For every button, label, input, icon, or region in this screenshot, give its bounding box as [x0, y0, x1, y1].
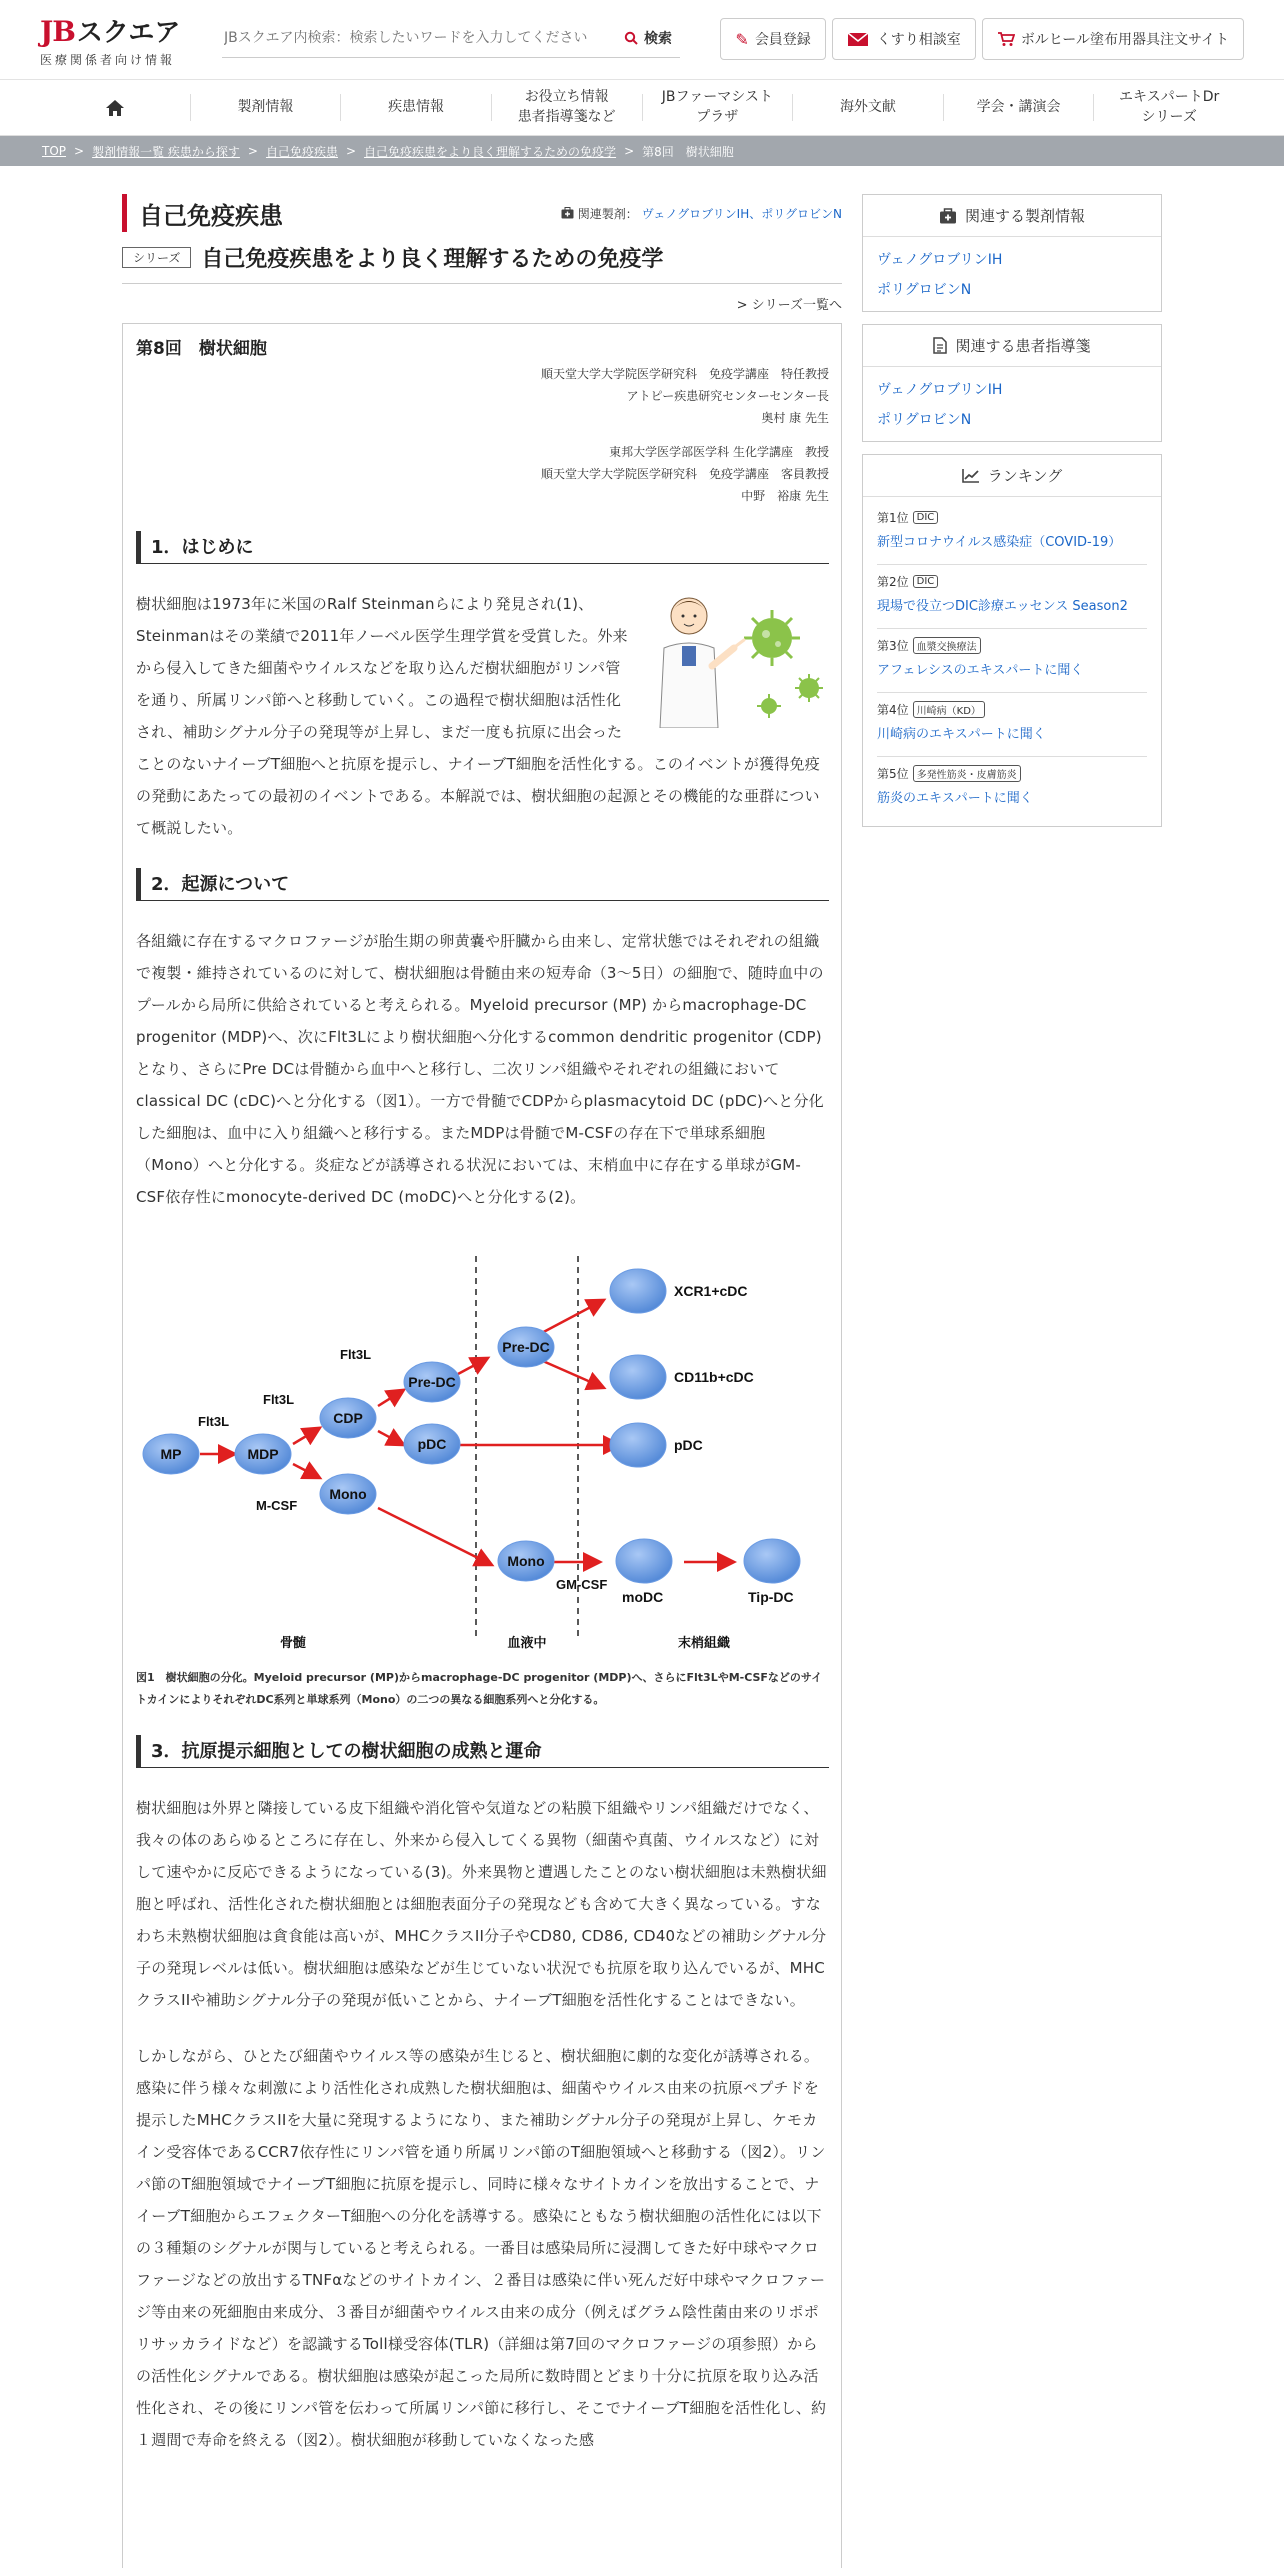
related-guide-link[interactable]: ヴェノグロブリンIH	[877, 382, 1003, 398]
related-products-heading	[863, 195, 1161, 237]
related-guides-box	[862, 324, 1162, 442]
rank-tag: 川崎病（KD）	[913, 701, 985, 718]
doctor-figure	[660, 598, 744, 728]
section-heading-origin: 2．起源について	[136, 868, 829, 901]
fig-output-cd11b-cdc: CD11b+cDC	[674, 1369, 754, 1385]
author-affiliation: アトピー疾患研究センターセンター長	[626, 389, 829, 403]
fig-node-mono-blood: Mono	[507, 1553, 545, 1569]
author-affiliation: 順天堂大学大学院医学研究科 免疫学講座 特任教授	[540, 367, 829, 381]
ranking-item	[877, 565, 1147, 629]
rank-tag: DIC	[913, 511, 939, 524]
rank-link[interactable]: 現場で役立つDIC診療エッセンス Season2	[877, 599, 1128, 614]
nav-home[interactable]	[40, 94, 191, 121]
series-list-link[interactable]: > シリーズ一覧へ	[736, 298, 842, 313]
home-icon	[105, 99, 125, 117]
site-search	[222, 18, 680, 58]
member-register-label: 会員登録	[754, 32, 811, 48]
maturation-paragraph-2: しかしながら、ひとたび細菌やウイルス等の感染が生じると、樹状細胞に劇的な変化が誘導される。感染に伴う様々な刺激により活性化され成熟した樹状細胞は、細菌やウイルス由来の抗原ペプチドを提示したMHCクラスIIを大量に発現するようになり、また補助シグナル分子の発現が上昇し、ケモカイン受容体であるCCR7依存性にリンパ管を通り所属リンパ節のT細胞領域へと移動する（図2）。リンパ節のT細胞領域でナイーブT細胞に抗原を提示し、同時に様々なサイトカインを放出することで、ナイーブT細胞からエフェクターT細胞への分化を誘導する。感染にともなう樹状細胞の活性化には以下の３種類のシグナルが関与していると考えられる。一番目は感染局所に浸潤してきた好中球やマクロファージなどの放出するTNFαなどのサイトカイン、２番目は感染に伴い死んだ好中球やマクロファージ等由来の死細胞由来成分、３番目が細菌やウイルス由来の成分（例えばグラム陰性菌由来のリポポリサッカライドなど）を認識するToll様受容体(TLR)（詳細は第7回のマクロファージの項参照）からの活性化シグナルである。樹状細胞は感染が起こった局所に数時間とどまり十分に抗原を取り込み活性化され、その後にリンパ管を伝わって所属リンパ節に移行し、そこでナイーブT細胞を活性化し、約１週間で寿命を終える（図2）。樹状細胞が移動していなくなった感	[136, 2047, 827, 2449]
article-title: 第8回 樹状細胞	[136, 339, 267, 359]
author-name: 奥村 康 先生	[761, 411, 829, 425]
fig-node-cdp: CDP	[333, 1410, 363, 1426]
authors	[136, 363, 829, 507]
related-guides-title: 関連する患者指導箋	[955, 337, 1091, 355]
logo-subtitle: 医療関係者向け情報	[40, 53, 176, 67]
ranking-box	[862, 454, 1162, 827]
series-tag: シリーズ	[122, 247, 191, 268]
rank-link[interactable]: 筋炎のエキスパートに聞く	[877, 791, 1033, 806]
fig-label-flt3l: Flt3L	[263, 1392, 295, 1407]
article-body	[122, 323, 842, 2568]
related-guides-heading	[863, 325, 1161, 367]
bacteria-icon	[744, 610, 823, 718]
fig-node-mdp: MDP	[247, 1446, 279, 1462]
cart-icon	[997, 31, 1015, 47]
search-icon	[624, 31, 638, 45]
logo-square: スクエア	[76, 18, 181, 48]
search-button-label: 検索	[644, 30, 672, 47]
nav-pharmacist-plaza[interactable]: JBファーマシスト プラザ	[643, 94, 794, 121]
search-button[interactable]	[624, 28, 680, 48]
rank-link[interactable]: 新型コロナウイルス感染症（COVID-19）	[877, 535, 1122, 550]
fig-node-pre-dc-blood: Pre-DC	[502, 1339, 550, 1355]
site-logo[interactable]	[40, 12, 180, 68]
related-products-links[interactable]: ヴェノグロブリンIH、ポリグロビンN	[641, 206, 842, 221]
rank-number: 第4位	[877, 703, 909, 717]
author-okumura	[136, 363, 829, 429]
fig-label-gm-csf: GM-CSF	[556, 1577, 608, 1592]
rank-number: 第1位	[877, 511, 909, 525]
nav-expert-series[interactable]: エキスパートDr シリーズ	[1119, 88, 1220, 125]
doctor-illustration	[644, 588, 829, 728]
dc-differentiation-figure	[136, 1241, 830, 1661]
mail-icon	[847, 31, 871, 47]
ranking-heading	[863, 455, 1161, 497]
rank-link[interactable]: 川崎病のエキスパートに聞く	[877, 727, 1046, 742]
fig-region-blood: 血液中	[507, 1635, 547, 1650]
medicine-box-icon	[561, 207, 574, 219]
rank-number: 第2位	[877, 575, 909, 589]
ranking-item	[877, 501, 1147, 565]
member-register-button[interactable]	[720, 18, 825, 60]
author-affiliation: 東邦大学医学部医学科 生化学講座 教授	[609, 445, 829, 459]
maturation-paragraph-1: 樹状細胞は外界と隣接している皮下組織や消化管や気道などの粘膜下組織やリンパ組織だけでなく、我々の体のあらゆるところに存在し、外来から侵入してくる異物（細菌や真菌、ウイルスなど）に対して速やかに反応できるようになっている(3)。外来異物と遭遇したことのない樹状細胞は未熟樹状細胞と呼ばれ、活性化された樹状細胞とは細胞表面分子の発現なども含めて大きく異なっている。すなわち未熟樹状細胞は貪食能は高いが、MHCクラスII分子やCD80, CD86, CD40などの補助シグナル分子の発現レベルは低い。樹状細胞は感染などが生じていない状況でも抗原を取り込んでいるが、MHCクラスIIや補助シグナル分子の発現が低いことから、ナイーブT細胞を活性化することはできない。	[136, 1799, 827, 2009]
figure-1-caption: 図1 樹状細胞の分化。Myeloid precursor (MP)からmacrophage-DC progenitor (MDP)へ、さらにFlt3LやM-CSFなどのサイトカインによりそれぞれDC系列と単球系列（Mono）の二つの異なる細胞系列へと分化する。	[136, 1671, 823, 1706]
logo-jb: JB	[40, 15, 75, 48]
ranking-item	[877, 629, 1147, 693]
category-title: 自己免疫疾患	[122, 194, 283, 232]
header-buttons	[720, 18, 1244, 60]
rank-tag: DIC	[913, 575, 939, 588]
fig-label-m-csf: M-CSF	[256, 1498, 298, 1513]
global-nav	[0, 80, 1284, 136]
section-heading-maturation: 3．抗原提示細胞としての樹状細胞の成熟と運命	[136, 1735, 829, 1768]
fig-region-periphery: 末梢組織	[677, 1635, 731, 1650]
ranking-item	[877, 693, 1147, 757]
related-product-link[interactable]: ヴェノグロブリンIH	[877, 252, 1003, 268]
drug-consult-button[interactable]	[832, 18, 976, 60]
search-input[interactable]	[222, 30, 624, 46]
origin-paragraph: 各組織に存在するマクロファージが胎生期の卵黄嚢や肝臓から由来し、定常状態ではそれぞれの組織で複製・維持されているのに対して、樹状細胞は骨髄由来の短寿命（3～5日）の細胞で、随時血中のプールから局所に供給されていると考えられる。Myeloid precursor (MP) からmacrophage-DC progenitor (MDP)へ、次にFlt3Lにより樹状細胞へ分化するcommon dendritic progenitor (CDP)となり、さらにPre DCは骨髄から血中へと移行し、二次リンパ組織やそれぞれの組織においてclassical DC (cDC)へと分化する（図1）。一方で骨髄でCDPからplasmacytoid DC (pDC)へと分化した細胞は、血中に入り組織へと移行する。またMDPは骨髄でM-CSFの存在下で単球系細胞（Mono）へと分化する。炎症などが誘導される状況においては、末梢血中に存在する単球がGM-CSF依存性にmonocyte-derived DC (moDC)へと分化する(2)。	[136, 932, 824, 1206]
drug-consult-label: くすり相談室	[876, 32, 961, 48]
fig-region-bone-marrow: 骨髄	[279, 1635, 307, 1650]
fig-node-mono: Mono	[329, 1486, 367, 1502]
related-product-link[interactable]: ポリグロビンN	[877, 282, 972, 298]
fig-output-pdc: pDC	[674, 1437, 703, 1453]
breadcrumb: TOP > 製剤情報一覧 疾患から探す > 自己免疫疾患 > 自己免疫疾患をより良く理解するための免疫学 > 第8回 樹状細胞	[0, 136, 1284, 166]
rank-tag: 血漿交換療法	[913, 637, 981, 654]
series-title: 自己免疫疾患をより良く理解するための免疫学	[201, 247, 664, 272]
rank-link[interactable]: アフェレシスのエキスパートに聞く	[877, 663, 1084, 678]
ranking-item	[877, 757, 1147, 820]
related-products-inline	[561, 205, 842, 222]
nav-products[interactable]: 製剤情報	[191, 94, 342, 121]
author-name: 中野 裕康 先生	[741, 489, 829, 503]
output-cells	[610, 1269, 800, 1583]
site-header	[0, 0, 1284, 80]
sidebar	[862, 194, 1162, 839]
nav-useful-info[interactable]: お役立ち情報 患者指導箋など	[492, 94, 643, 121]
breadcrumb-series[interactable]: 自己免疫疾患をより良く理解するための免疫学	[364, 144, 617, 159]
medicine-box-icon	[939, 208, 957, 224]
fig-output-tip-dc: Tip-DC	[748, 1589, 794, 1605]
fig-node-pre-dc: Pre-DC	[408, 1374, 456, 1390]
related-products-title: 関連する製剤情報	[964, 207, 1085, 225]
related-products-box	[862, 194, 1162, 312]
intro-paragraph: 樹状細胞は1973年に米国のRalf Steinmanらにより発見され(1)、Steinmanはその業績で2011年ノーベル医学生理学賞を受賞した。外来から侵入してきた細菌やウイルスなどを取り込んだ樹状細胞がリンパ管を通り、所属リンパ節へと移動していく。この過程で樹状細胞は活性化され、補助シグナル分子の発現等が上昇し、まだ一度も抗原に出会ったことのないナイーブT細胞へと抗原を提示し、ナイーブT細胞を活性化する。このイベントが獲得免疫の発動にあたっての最初のイベントである。本解説では、樹状細胞の起源とその機能的な亜群について概説したい。	[136, 595, 820, 837]
rank-number: 第5位	[877, 767, 909, 781]
bolheal-order-label: ボルヒール塗布用器具注文サイト	[1020, 32, 1229, 48]
fig-node-mp: MP	[160, 1446, 182, 1462]
series-header	[122, 242, 842, 284]
fig-output-xcr1-cdc: XCR1+cDC	[674, 1283, 748, 1299]
main-content	[122, 194, 842, 2568]
section-heading-intro: 1．はじめに	[136, 531, 829, 564]
breadcrumb-top[interactable]: TOP	[42, 144, 67, 158]
fig-label-flt3l: Flt3L	[198, 1414, 230, 1429]
trend-chart-icon	[962, 468, 980, 483]
nav-conferences[interactable]: 学会・講演会	[944, 94, 1095, 121]
nav-diseases[interactable]: 疾患情報	[341, 94, 492, 121]
breadcrumb-products-by-disease[interactable]: 製剤情報一覧 疾患から探す	[92, 144, 240, 159]
rank-tag: 多発性筋炎・皮膚筋炎	[913, 765, 1021, 782]
related-products-label: 関連製剤：	[577, 206, 638, 221]
author-nakano	[136, 441, 829, 507]
breadcrumb-current: 第8回 樹状細胞	[642, 144, 734, 159]
bolheal-order-button[interactable]	[982, 18, 1244, 60]
fig-node-pdc: pDC	[417, 1436, 447, 1452]
ranking-title: ランキング	[987, 467, 1063, 485]
pencil-icon: ✎	[735, 29, 749, 49]
nav-overseas-literature[interactable]: 海外文献	[793, 94, 944, 121]
document-icon	[933, 337, 947, 354]
fig-output-modc: moDC	[622, 1589, 664, 1605]
breadcrumb-autoimmune[interactable]: 自己免疫疾患	[265, 144, 338, 159]
related-guide-link[interactable]: ポリグロビンN	[877, 412, 972, 428]
rank-number: 第3位	[877, 639, 909, 653]
fig-label-flt3l: Flt3L	[340, 1347, 372, 1362]
author-affiliation: 順天堂大学大学院医学研究科 免疫学講座 客員教授	[540, 467, 829, 481]
